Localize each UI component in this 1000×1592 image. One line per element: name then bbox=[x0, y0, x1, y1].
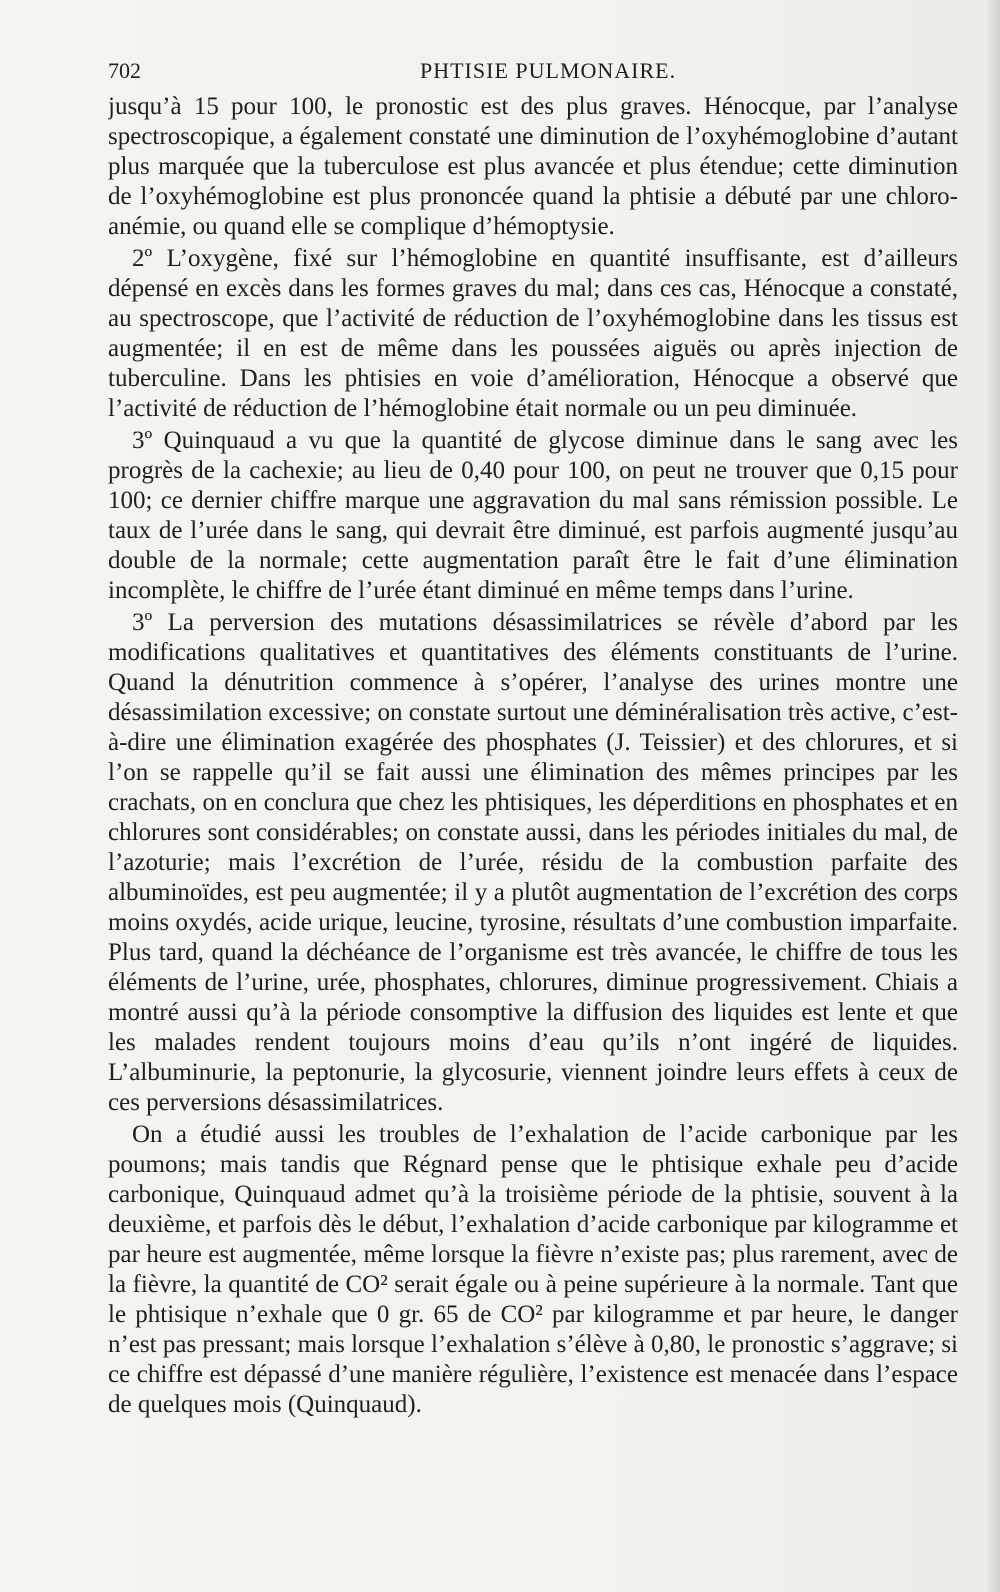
paragraph-4: 3º La perversion des mutations désassimilatrices se révèle d’abord par les modifications qualitatives et quantitatives des éléments constituants de l’urine. Quand la dénutrition commence à s’opérer, l’analyse des urines montre une désassimilation excessive; on constate surtout une déminéralisation très active, c’est-à-dire une élimination exagérée des phosphates (J. Teissier) et des chlorures, et si l’on se rappelle qu’il se fait aussi une élimination des mêmes principes par les crachats, on en conclura que chez les phtisiques, les déperditions en phosphates et en chlorures sont considérables; on constate aussi, dans les périodes initiales du mal, de l’azoturie; mais l’excrétion de l’urée, résidu de la combustion parfaite des albuminoïdes, est peu augmentée; il y a plutôt augmentation de l’excrétion des corps moins oxydés, acide urique, leucine, tyrosine, résultats d’une combustion imparfaite. Plus tard, quand la déchéance de l’organisme est très avancée, le chiffre de tous les éléments de l’urine, urée, phosphates, chlorures, diminue progressivement. Chiais a montré aussi qu’à la période consomptive la diffusion des liquides est lente et que les malades rendent toujours moins d’eau qu’ils n’ont ingéré de liquides. L’albuminurie, la peptonurie, la glycosurie, viennent joindre leurs effets à ceux de ces perversions désassimilatrices. bbox=[108, 609, 958, 1116]
running-title: PHTISIE PULMONAIRE. bbox=[420, 58, 677, 83]
page-edge-shadow bbox=[986, 0, 1000, 1592]
paragraph-1: jusqu’à 15 pour 100, le pronostic est des plus graves. Hénocque, par l’analyse spectroscopique, a également constaté une diminution de l’oxyhémoglobine d’autant plus marquée que la tuberculose est plus avancée et plus étendue; cette diminution de l’oxyhémoglobine est plus prononcée quand la phtisie a débuté par une chloro-anémie, ou quand elle se complique d’hémoptysie. bbox=[108, 93, 958, 240]
page-header bbox=[108, 58, 958, 88]
paragraph-5: On a étudié aussi les troubles de l’exhalation de l’acide carbonique par les poumons; mais tandis que Régnard pense que le phtisique exhale peu d’acide carbonique, Quinquaud admet qu’à la troisième période de la phtisie, souvent à la deuxième, et parfois dès le début, l’exhalation d’acide carbonique par kilogramme et par heure est augmentée, même lorsque la fièvre n’existe pas; plus rarement, avec de la fièvre, la quantité de CO² serait égale ou à peine supérieure à la normale. Tant que le phtisique n’exhale que 0 gr. 65 de CO² par kilogramme et par heure, le danger n’est pas pressant; mais lorsque l’exhalation s’élève à 0,80, le pronostic s’aggrave; si ce chiffre est dépassé d’une manière régulière, l’existence est menacée dans l’espace de quelques mois (Quinquaud). bbox=[108, 1121, 958, 1418]
paragraph-2: 2º L’oxygène, fixé sur l’hémoglobine en quantité insuffisante, est d’ailleurs dépensé en excès dans les formes graves du mal; dans ces cas, Hénocque a constaté, au spectroscope, que l’activité de réduction de l’oxyhémoglobine dans les tissus est augmentée; il en est de même dans les poussées aiguës ou après injection de tuberculine. Dans les phtisies en voie d’amélioration, Hénocque a observé que l’activité de réduction de l’hémoglobine était normale ou un peu diminuée. bbox=[108, 245, 958, 422]
paragraph-3: 3º Quinquaud a vu que la quantité de glycose diminue dans le sang avec les progrès de la cachexie; au lieu de 0,40 pour 100, on peut ne trouver que 0,15 pour 100; ce dernier chiffre marque une aggravation du mal sans rémission possible. Le taux de l’urée dans le sang, qui devrait être diminué, est parfois augmenté jusqu’au double de la normale; cette augmentation paraît être le fait d’une élimination incomplète, le chiffre de l’urée étant diminué en même temps dans l’urine. bbox=[108, 427, 958, 604]
page-number: 702 bbox=[108, 58, 141, 83]
body-text bbox=[108, 92, 958, 1552]
